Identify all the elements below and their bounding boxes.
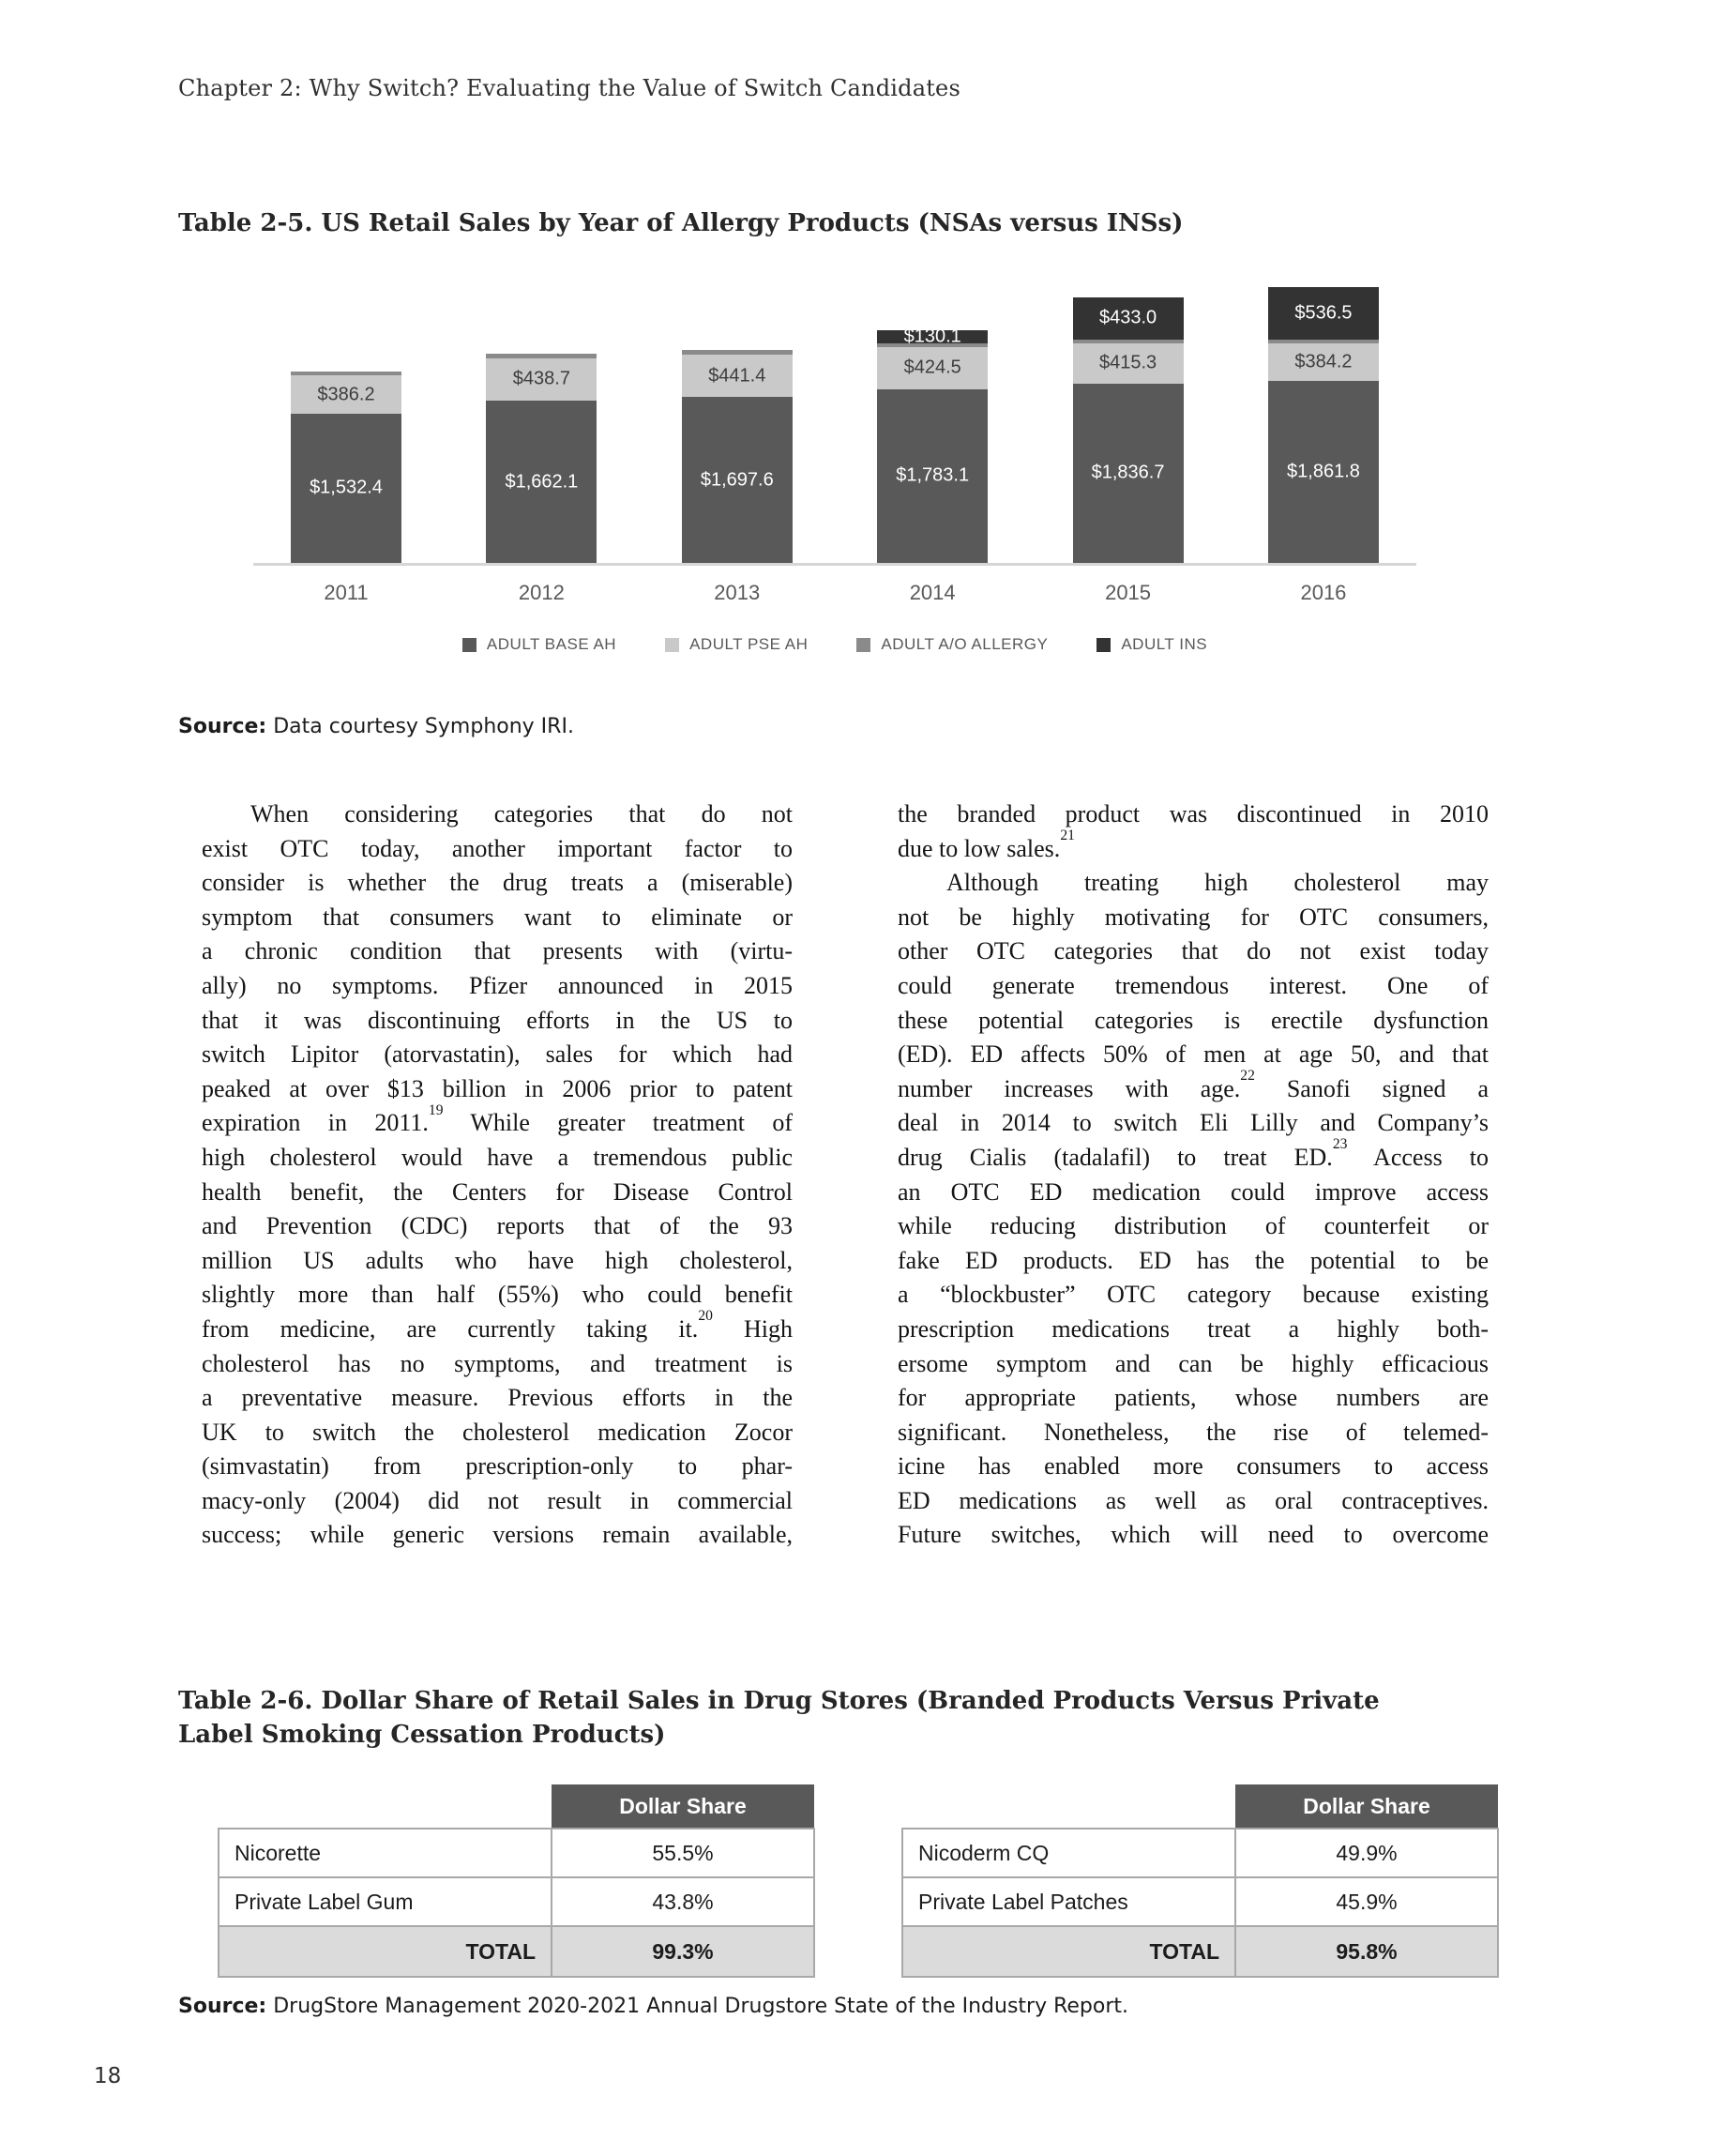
text-line: a preventative measure. Previous efforts in the: [202, 1384, 793, 1412]
text-line: high cholesterol would have a tremendous public: [202, 1143, 793, 1171]
body-column-right: [898, 797, 1489, 1553]
bar-value-label: $1,783.1: [896, 464, 970, 486]
text-line: drug Cialis (tadalafil) to treat ED.$^{23}$ Access to: [898, 1136, 1489, 1171]
legend-item-adult-pse-ah: [665, 635, 808, 654]
table-row: [219, 1829, 814, 1877]
table-total-row: [902, 1926, 1498, 1977]
legend-swatch: [665, 638, 679, 652]
segment-adult-ins: [1073, 297, 1184, 340]
text-line: fake ED products. ED has the potential to be: [898, 1246, 1489, 1274]
segment-adult-pse-ah: [1073, 343, 1184, 384]
segment-adult-a-o-allergy: [1073, 340, 1184, 343]
text-line: for appropriate patients, whose numbers are: [898, 1384, 1489, 1412]
segment-adult-base-ah: [291, 414, 401, 563]
chart-x-axis-labels: [253, 581, 1416, 605]
chapter-header: Chapter 2: Why Switch? Evaluating the Value of Switch Candidates: [178, 75, 960, 101]
dollar-share-value-cell: 45.9%: [1235, 1877, 1498, 1926]
product-name-cell: Private Label Patches: [902, 1877, 1235, 1926]
text-line: significant. Nonetheless, the rise of telemed-: [898, 1418, 1489, 1446]
text-line: slightly more than half (55%) who could benefit: [202, 1281, 793, 1309]
bar-2011: [291, 372, 401, 563]
text-line: icine has enabled more consumers to access: [898, 1452, 1489, 1480]
dollar-share-value-cell: 43.8%: [552, 1877, 814, 1926]
table-2-6-source-note: [178, 1995, 1128, 2018]
text-line: consider is whether the drug treats a (miserable): [202, 869, 793, 897]
allergy-sales-stacked-bar-chart: [253, 281, 1416, 654]
total-value-cell: 99.3%: [552, 1926, 814, 1977]
bar-2015: [1073, 297, 1184, 563]
segment-adult-base-ah: [682, 397, 793, 563]
text-line: switch Lipitor (atorvastatin), sales for which had: [202, 1040, 793, 1069]
text-line: Future switches, which will need to overcome: [898, 1521, 1489, 1549]
bar-value-label: $130.1: [903, 326, 961, 347]
bar-value-label: $1,861.8: [1287, 461, 1360, 482]
x-axis-label: 2012: [518, 581, 565, 604]
table-2-6-title: Table 2-6. Dollar Share of Retail Sales in Drug Stores (Branded Products Versus Private Label Smoking Cessation Products): [178, 1687, 1380, 1749]
x-axis-label: 2015: [1105, 581, 1152, 604]
text-line: (ED). ED affects 50% of men at age 50, and that: [898, 1040, 1489, 1069]
text-line: due to low sales.$^{21}$: [898, 827, 1075, 862]
bar-2012: [486, 354, 597, 563]
segment-adult-pse-ah: [291, 375, 401, 413]
text-line: cholesterol has no symptoms, and treatment is: [202, 1349, 793, 1377]
segment-adult-a-o-allergy: [682, 350, 793, 355]
bar-value-label: $415.3: [1098, 352, 1157, 373]
text-line: ersome symptom and can be highly efficacious: [898, 1349, 1489, 1377]
table-header-row: [219, 1784, 814, 1829]
chart-source-note: [178, 715, 574, 738]
segment-adult-pse-ah: [877, 347, 988, 388]
bar-value-label: $441.4: [708, 365, 766, 386]
text-line: exist OTC today, another important factor to: [202, 834, 793, 862]
text-line: that it was discontinuing efforts in the US to: [202, 1006, 793, 1034]
table-2-6-source-label: Source:: [178, 1995, 267, 2018]
segment-adult-base-ah: [486, 401, 597, 563]
text-line: success; while generic versions remain available,: [202, 1521, 793, 1549]
bar-value-label: $1,697.6: [700, 469, 774, 491]
text-line: an OTC ED medication could improve access: [898, 1177, 1489, 1206]
bar-2016: [1268, 287, 1379, 563]
segment-adult-ins: [1268, 287, 1379, 340]
text-line: these potential categories is erectile dysfunction: [898, 1006, 1489, 1034]
segment-adult-ins: [877, 326, 988, 347]
text-line: other OTC categories that do not exist today: [898, 937, 1489, 965]
legend-item-adult-ins: [1096, 635, 1207, 654]
bar-value-label: $384.2: [1294, 351, 1353, 372]
chart-x-axis-line: [253, 563, 1416, 566]
bar-value-label: $1,662.1: [505, 471, 579, 493]
total-label-cell: TOTAL: [219, 1926, 552, 1977]
segment-adult-pse-ah: [1268, 343, 1379, 381]
dollar-share-header-cell: Dollar Share: [552, 1784, 814, 1829]
segment-adult-base-ah: [877, 389, 988, 563]
text-line: symptom that consumers want to eliminate or: [202, 903, 793, 931]
body-text-columns: [202, 797, 1489, 1553]
legend-item-adult-a-o-allergy: [856, 635, 1048, 654]
segment-adult-base-ah: [1073, 384, 1184, 563]
dollar-share-table-gum: [218, 1784, 815, 1978]
text-line: million US adults who have high cholesterol,: [202, 1246, 793, 1274]
chart-source-label: Source:: [178, 715, 267, 738]
table-row: [219, 1877, 814, 1926]
legend-label: ADULT PSE AH: [689, 635, 809, 653]
text-line: not be highly motivating for OTC consumers,: [898, 903, 1489, 931]
total-value-cell: 95.8%: [1235, 1926, 1498, 1977]
text-line: When considering categories that do not: [202, 800, 793, 827]
segment-adult-pse-ah: [682, 355, 793, 398]
product-name-cell: Nicoderm CQ: [902, 1829, 1235, 1877]
legend-label: ADULT INS: [1121, 635, 1208, 653]
text-line: UK to switch the cholesterol medication Zocor: [202, 1418, 793, 1446]
dollar-share-table-patches: [901, 1784, 1499, 1978]
text-line: prescription medications treat a highly both-: [898, 1314, 1489, 1343]
product-name-cell: Private Label Gum: [219, 1877, 552, 1926]
total-label-cell: TOTAL: [902, 1926, 1235, 1977]
bar-value-label: $424.5: [903, 357, 961, 378]
table-2-6-source-text: DrugStore Management 2020-2021 Annual Drugstore State of the Industry Report.: [273, 1995, 1129, 2018]
chart-legend: [253, 635, 1416, 654]
text-line: a “blockbuster” OTC category because existing: [898, 1281, 1489, 1309]
legend-item-adult-base-ah: [462, 635, 616, 654]
x-axis-label: 2011: [324, 581, 369, 604]
legend-label: ADULT BASE AH: [486, 635, 617, 653]
text-line: Although treating high cholesterol may: [898, 869, 1489, 897]
table-total-row: [219, 1926, 814, 1977]
bar-2014: [877, 326, 988, 563]
table-header-blank-cell: [219, 1784, 552, 1829]
text-line: while reducing distribution of counterfeit or: [898, 1212, 1489, 1240]
legend-swatch: [462, 638, 476, 652]
bar-value-label: $1,836.7: [1091, 462, 1165, 483]
table-row: [902, 1829, 1498, 1877]
legend-swatch: [856, 638, 870, 652]
table-row: [902, 1877, 1498, 1926]
table-header-row: [902, 1784, 1498, 1829]
dollar-share-value-cell: 55.5%: [552, 1829, 814, 1877]
text-line: number increases with age.$^{22}$ Sanofi signed a: [898, 1068, 1489, 1102]
text-line: ED medications as well as oral contraceptives.: [898, 1486, 1489, 1514]
text-line: could generate tremendous interest. One of: [898, 971, 1489, 999]
table-2-5-title: Table 2-5. US Retail Sales by Year of Allergy Products (NSAs versus INSs): [178, 209, 1184, 237]
dollar-share-header-cell: Dollar Share: [1235, 1784, 1498, 1829]
bar-value-label: $386.2: [317, 384, 375, 405]
text-line: deal in 2014 to switch Eli Lilly and Company’s: [898, 1109, 1489, 1137]
bar-value-label: $1,532.4: [310, 477, 383, 498]
text-line: a chronic condition that presents with (virtu-: [202, 937, 793, 965]
text-line: from medicine, are currently taking it.$^{20}$ High: [202, 1308, 793, 1343]
bar-value-label: $433.0: [1098, 307, 1157, 328]
bar-2013: [682, 350, 793, 563]
segment-adult-base-ah: [1268, 381, 1379, 563]
page-number: 18: [94, 2064, 122, 2088]
segment-adult-a-o-allergy: [1268, 340, 1379, 343]
text-line: the branded product was discontinued in 2010: [898, 800, 1489, 827]
text-line: health benefit, the Centers for Disease Control: [202, 1177, 793, 1206]
chart-bars: [253, 281, 1416, 563]
legend-label: ADULT A/O ALLERGY: [881, 635, 1049, 653]
text-line: macy-only (2004) did not result in commercial: [202, 1486, 793, 1514]
text-line: (simvastatin) from prescription-only to phar-: [202, 1452, 793, 1480]
segment-adult-a-o-allergy: [291, 372, 401, 375]
dollar-share-tables: [218, 1784, 1499, 1978]
text-line: peaked at over $13 billion in 2006 prior to patent: [202, 1074, 793, 1102]
x-axis-label: 2014: [909, 581, 956, 604]
text-line: ally) no symptoms. Pfizer announced in 2015: [202, 971, 793, 999]
segment-adult-pse-ah: [486, 358, 597, 402]
chart-source-text: Data courtesy Symphony IRI.: [273, 715, 574, 738]
body-column-left: [202, 797, 793, 1553]
text-line: expiration in 2011.19 While greater treatment of: [202, 1101, 793, 1137]
segment-adult-a-o-allergy: [486, 354, 597, 358]
table-header-blank-cell: [902, 1784, 1235, 1829]
x-axis-label: 2016: [1300, 581, 1347, 604]
legend-swatch: [1096, 638, 1111, 652]
x-axis-label: 2013: [714, 581, 761, 604]
text-line: and Prevention (CDC) reports that of the 93: [202, 1212, 793, 1240]
bar-value-label: $438.7: [512, 368, 570, 389]
dollar-share-value-cell: 49.9%: [1235, 1829, 1498, 1877]
bar-value-label: $536.5: [1294, 302, 1353, 324]
product-name-cell: Nicorette: [219, 1829, 552, 1877]
